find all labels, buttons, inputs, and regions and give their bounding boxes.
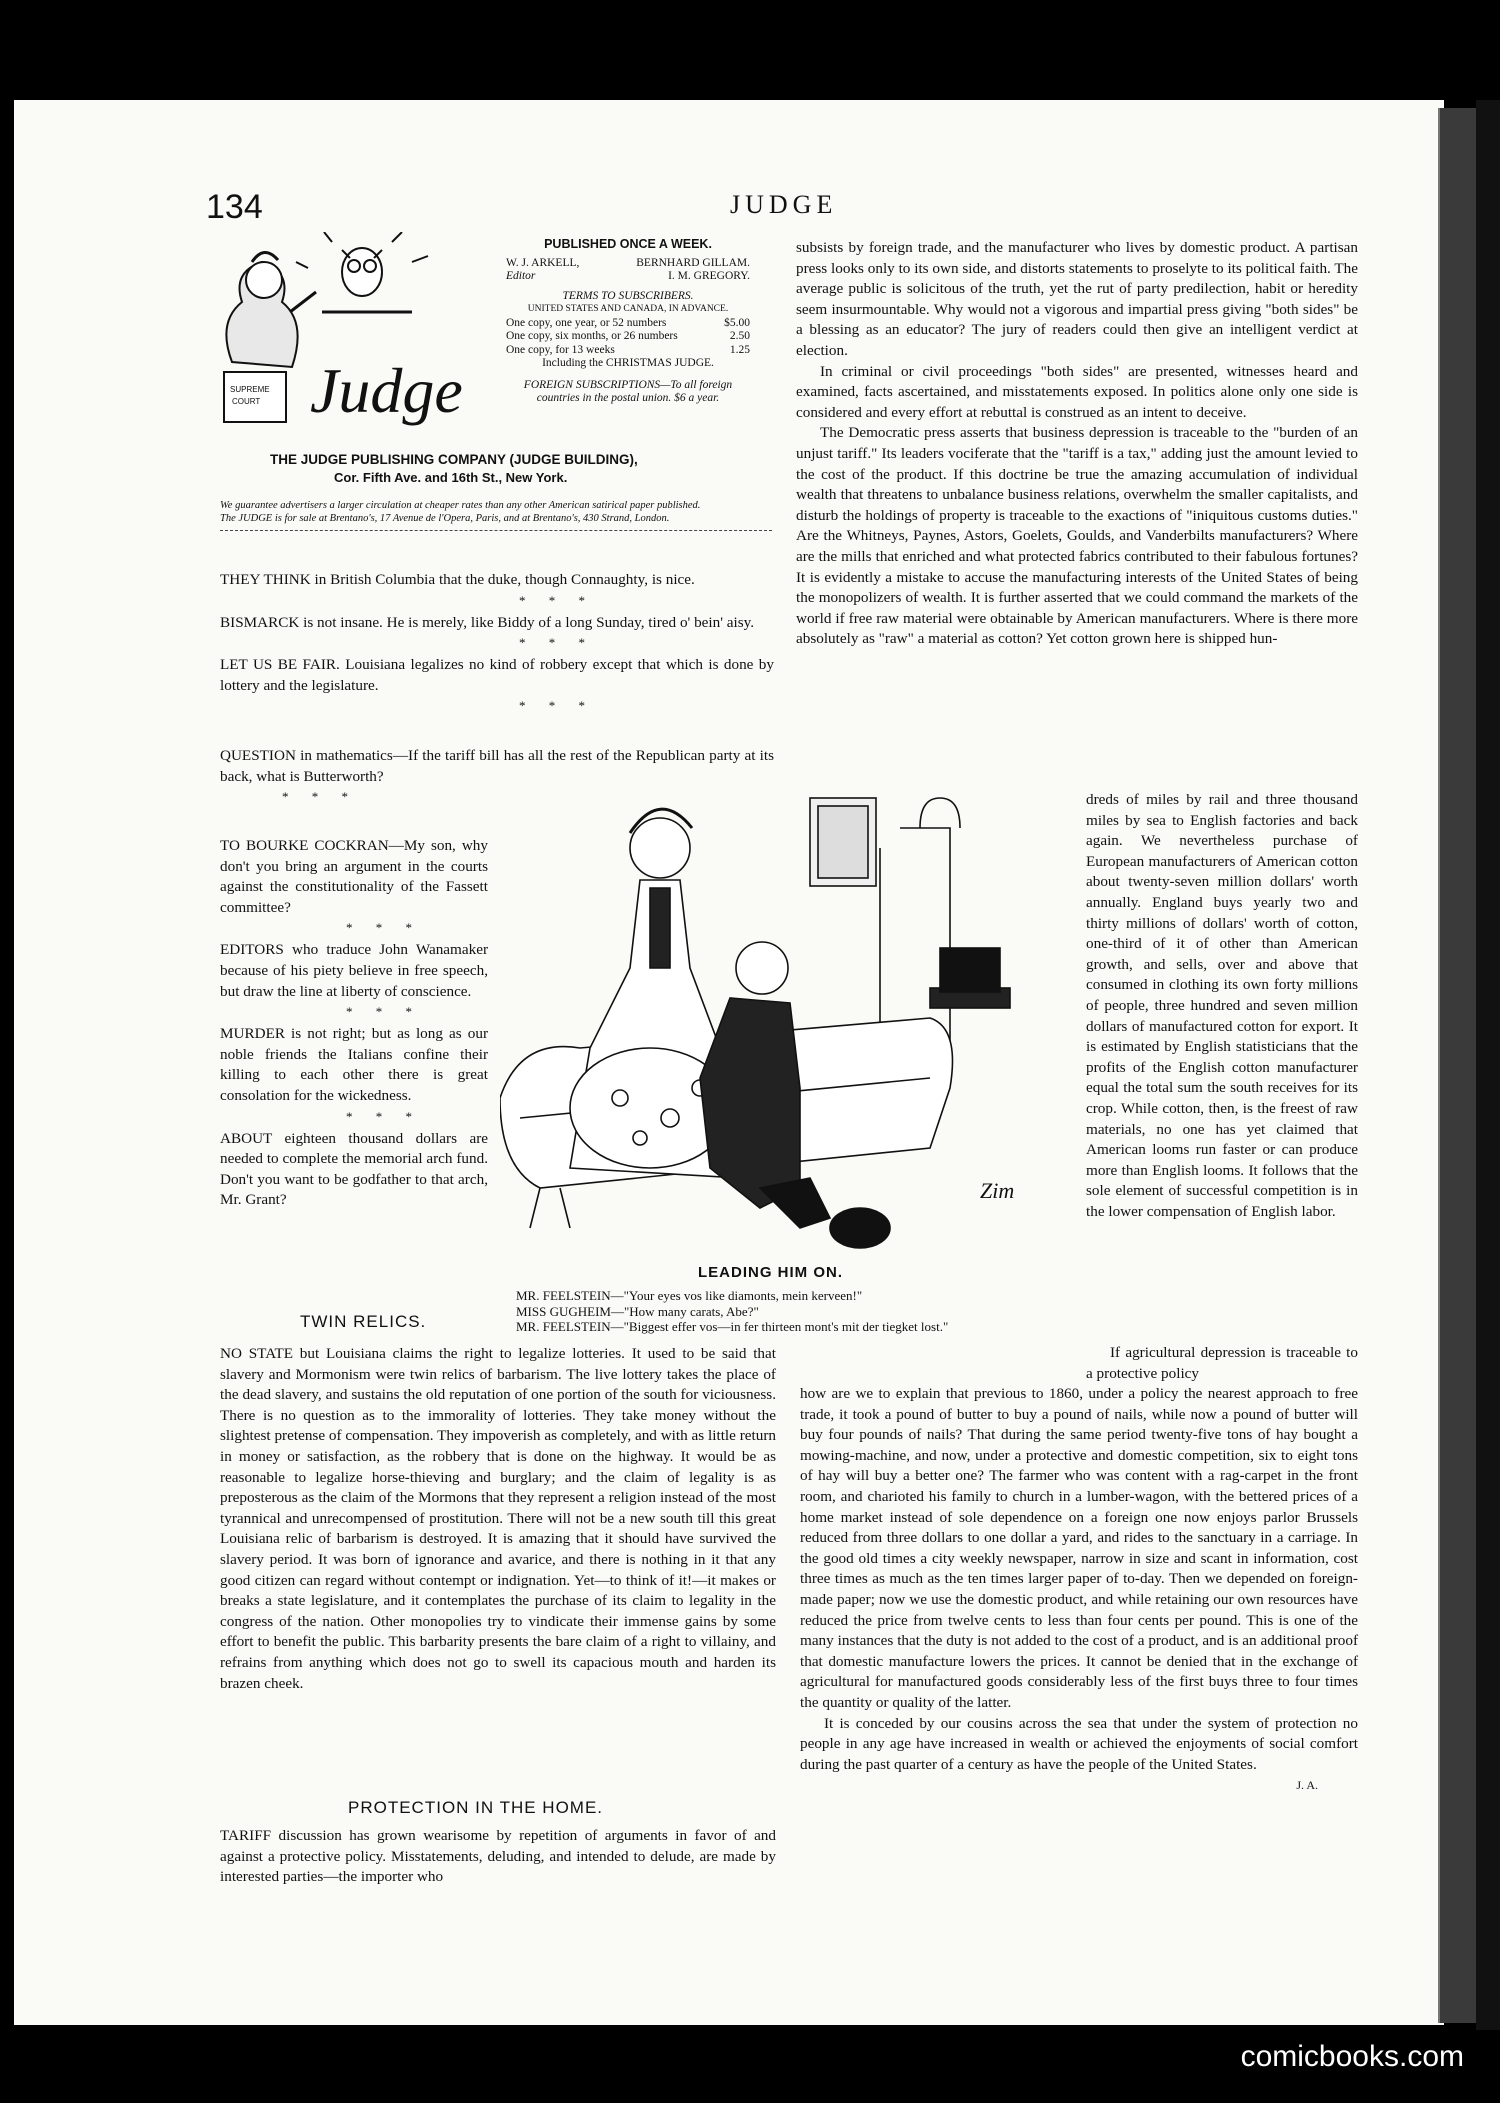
protection-heading: PROTECTION IN THE HOME. [348,1798,604,1817]
publisher-line: THE JUDGE PUBLISHING COMPANY (JUDGE BUILDING), [270,452,638,467]
item-wanamaker: EDITORS who traduce John Wanamaker because of his piety believe in free speech, but draw the line at liberty of conscience. [220,941,488,1000]
artist-signature: Zim [980,1178,1015,1203]
top-hat [940,948,1000,992]
twin-relics-heading: TWIN RELICS. [300,1312,427,1331]
right-column-narrow: dreds of miles by rail and three thousand miles by sea to English factories and back again. We nevertheless purchase of European manufacturers of American cotton about twenty-seven million dollars' worth annually. England buys yearly two and thirty millions of dollars' worth of cotton, one-third of it of other than American growth, and sells, over and above that consumed in clothing its own forty millions of people, three hundred and seven million dollars of manufactured cotton for export. It is estimated by English statisticians that the profits of the English cotton manufacturer equal the total sum the south receives for its crop. While cotton, then, is the freest of raw materials, no one has yet claimed that American looms run faster or can produce more than English looms. It follows that the sole element of successful competition is in the lower compensation of English labor. [1086,791,1358,1220]
woman-head [630,818,690,878]
editor-role: Editor [506,270,536,282]
staff-1: BERNHARD GILLAM. [636,256,750,269]
item-cockran: TO BOURKE COCKRAN—My son, why don't you bring an argument in the courts against the constitutionality of the Fassett committee? [220,837,488,916]
left-column-narrow-2: TO BOURKE COCKRAN—My son, why don't you bring an argument in the courts against the constitutionality of the Fassett committee? * * * EDITORS who traduce John Wanamaker because of his piety believe in free speech, but draw the line at liberty of conscience. * * * MURDER is not right; but as long as our noble friends the Italians confine their killing to each other there is great consolation for the wickedness. * * * ABOUT eighteen thousand dollars are needed to complete the memorial arch fund. Don't you want to be godfather to that arch, Mr. Grant? [220,836,488,1213]
signature: J. A. [1296,1778,1318,1793]
item-bismarck: BISMARCK is not insane. He is merely, like Biddy of a long Sunday, tired o' bein' aisy. [220,613,755,631]
cartoon-title: LEADING HIM ON. [698,1264,843,1281]
logo-wordmark: Judge [310,355,463,426]
right-column-top: subsists by foreign trade, and the manufacturer who lives by domestic product. A partisan press looks only to its own side, and distorts statements to proselyte to its political faith. The average public is solicitous of the truth, yet the rut of party predilection, habit or heredity seem insurmountable. Why would not a vigorous and impartial press giving "both sides" be a blessing as an educator? The jury of readers could then give an intelligent verdict at election. In criminal or civil proceedings "both sides" are presented, witnesses heard and examined, facts ascertained, and misstatements exposed. In politics alone only one side is considered and every effort at rebuttal is construed as an intent to deceive. The Democratic press asserts that business depression is traceable to the "burden of an unjust tariff." Its leaders vociferate that the "tariff is a tax," adding just the amount levied to the cost of the product. If this doctrine be true the amazing accumulation of individual wealth that threatens to unbalance business relations, overwhelm the smaller capitalists, and disturb the holdings of property is traceable to the exactions of "iniquitous customs duties." Are the Whitneys, Paynes, Astors, Goelets, Goulds, and Vanderbilts manufacturers? Where are the mills that enriched and what protected fabrics contributed to their fabulous fortunes? It is evidently a mistake to accuse the manufacturing interests of the United States of being the monopolizers of wealth. It is further asserted that we could command the markets of the world if free raw material were obtainable by American manufacturers. Where is there more absolutely as "raw" a material as cotton? Yet cotton grown here is shipped hun- [796,239,1358,648]
page-number: 134 [206,188,263,226]
right-column-bottom: how are we to explain that previous to 1860, under a policy the nearest approach to free trade, it took a pound of butter to buy a pound of nails, while now a pound of butter will buy four pounds of nails? That during the same period twenty-five tons of hay bought a mowing-machine, and now, under a protective and domestic competition, six to eight tons of hay will buy a better one? The farmer who was content with a rag-carpet in the front room, and charioted his family to church in a lumber-wagon, with the bettered prices of a home market instead of sole dependence on a foreign one now enjoys parlor Brussels reduced from three dollars to one dollar a yard, and rides to the sanctuary in a carriage. In the good old times a city weekly newspaper, narrow in size and scant in information, cost three times as much as the ten times larger paper of to-day. Then we depended on foreign-made paper; now we use the domestic product, and while retaining our own resources have reduced the price from twelve cents to less than four cents per pound. This is one of the many instances that the duty is not added to the cost of a product, and is an additional proof that domestic manufacture lowers the prices. It cannot be denied that in the exchange of agricultural for manufactured goods considerably less of the first buys three to four times the quantity or quality of the latter. It is conceded by our cousins across the sea that under the system of protection no people in any age have increased in wealth or achieved the enjoyments of social comfort during the past quarter of a century as have the people of the United States. J. A. [800,1384,1358,1796]
left-column-narrow: QUESTION in mathematics—If the tariff bill has all the rest of the Republican party at its back, what is Butterworth? * * * [220,747,774,805]
protection-intro: TARIFF discussion has grown wearisome by repetition of arguments in favor of and against a protective policy. Misstatements, deluding, and intended to delude, are made by interested parties—the importer who [220,1827,776,1886]
masthead-info [506,238,750,406]
item-murder: MURDER is not right; but as long as our noble friends the Italians confine their killing to each other there is great consolation for the wickedness. [220,1025,488,1104]
terms-row: One copy, for 13 weeks 1.25 [506,343,750,356]
item-arch: ABOUT eighteen thousand dollars are needed to complete the memorial arch fund. Don't you want to be godfather to that arch, Mr. Grant? [220,1129,488,1209]
left-column-items: THEY THINK in British Columbia that the duke, though Connaughty, is nice. * * * BISMARCK is not insane. He is merely, like Biddy of a long Sunday, tired o' bein' aisy. * * * LET US BE FAIR. Louisiana legalizes no kind of robbery except that which is done by lottery and the legislature. * * * [220,571,774,714]
watermark: comicbooks.com [1240,2040,1464,2073]
terms-note: Including the CHRISTMAS JUDGE. [542,357,714,369]
running-title: JUDGE [730,190,838,219]
staff-2: I. M. GREGORY. [668,270,750,282]
terms-region: UNITED STATES AND CANADA, IN ADVANCE. [527,304,729,314]
item-butterworth: QUESTION in mathematics—If the tariff bill has all the rest of the Republican party at its back, what is Butterworth? [220,747,774,785]
item-louisiana: LET US BE FAIR. Louisiana legalizes no kind of robbery except that which is done by lottery and the legislature. [220,656,774,694]
right-column-narrow-2: If agricultural depression is traceable to a protective policy [1086,1344,1358,1382]
twin-relics-body: NO STATE but Louisiana claims the right to legalize lotteries. It used to be said that slavery and Mormonism were twin relics of barbarism. The live lottery takes the place of the dead slavery, and sustains the old reputation of one portion of the south for viciousness. There is no question as to the immorality of lotteries. They take money without the slightest pretense of compensation. They impoverish as completely, and with as little return in money or satisfaction, as the robbery that is done on the highway. It would be as reasonable to legalize horse-thieving and burglary; and the claim of legality is as preposterous as the claim of the Mormons that they represent a religion instead of the most tyrannical and unrecompensed of prostitution. There will not be a new south till this great Louisiana relic of barbarism is destroyed. It is amazing that it should have survived the slavery period. It was born of ignorance and avarice, and there is nothing in it that any good citizen can regard without contempt or indignation. Yet—to think of it!—it makes or breaks a state legislature, and it contemplates the purchase of its claim to legality in the congress of the nation. Other monopolies try to vindicate their immense gains by some effort to benefit the public. This barbarity presents the bare claim of a right to villainy, and refrains from anything which does not go to swell its capacious mouth and harden its brazen cheek. [220,1345,776,1692]
man-head [736,942,788,994]
advertiser-notice: We guarantee advertisers a larger circulation at cheaper rates than any other American satirical paper published. The JUDGE is for sale at Brentano's, 17 Avenue de l'Opera, Paris, and at Brentano's, 430 Strand, London. [220,500,772,531]
item-connaught: THEY THINK in British Columbia that the duke, though Connaughty, is nice. [220,571,695,588]
judge-logo-illustration [212,232,502,452]
terms-title: TERMS TO SUBSCRIBERS. [562,289,694,302]
svg-text:COURT: COURT [232,397,261,406]
terms-row: One copy, one year, or 52 numbers $5.00 [506,316,750,329]
cartoon-caption: MR. FEELSTEIN—"Your eyes vos like diamonts, mein kerveen!" MISS GUGHEIM—"How many carats, Abe?" MR. FEELSTEIN—"Biggest effer vos—in fer thirteen mont's mit der tiegket lost." [516,1288,949,1334]
terms-row: One copy, six months, or 26 numbers 2.50 [506,330,750,342]
address-line: Cor. Fifth Ave. and 16th St., New York. [334,470,568,485]
editor-name: W. J. ARKELL, [506,256,580,269]
foreign-subscriptions: FOREIGN SUBSCRIPTIONS—To all foreign countries in the postal union. $6 a year. [523,378,733,404]
leading-him-on-cartoon [500,788,1070,1258]
svg-text:SUPREME: SUPREME [230,385,270,394]
binding-edge [1476,100,1500,2030]
published-line: PUBLISHED ONCE A WEEK. [544,237,712,251]
